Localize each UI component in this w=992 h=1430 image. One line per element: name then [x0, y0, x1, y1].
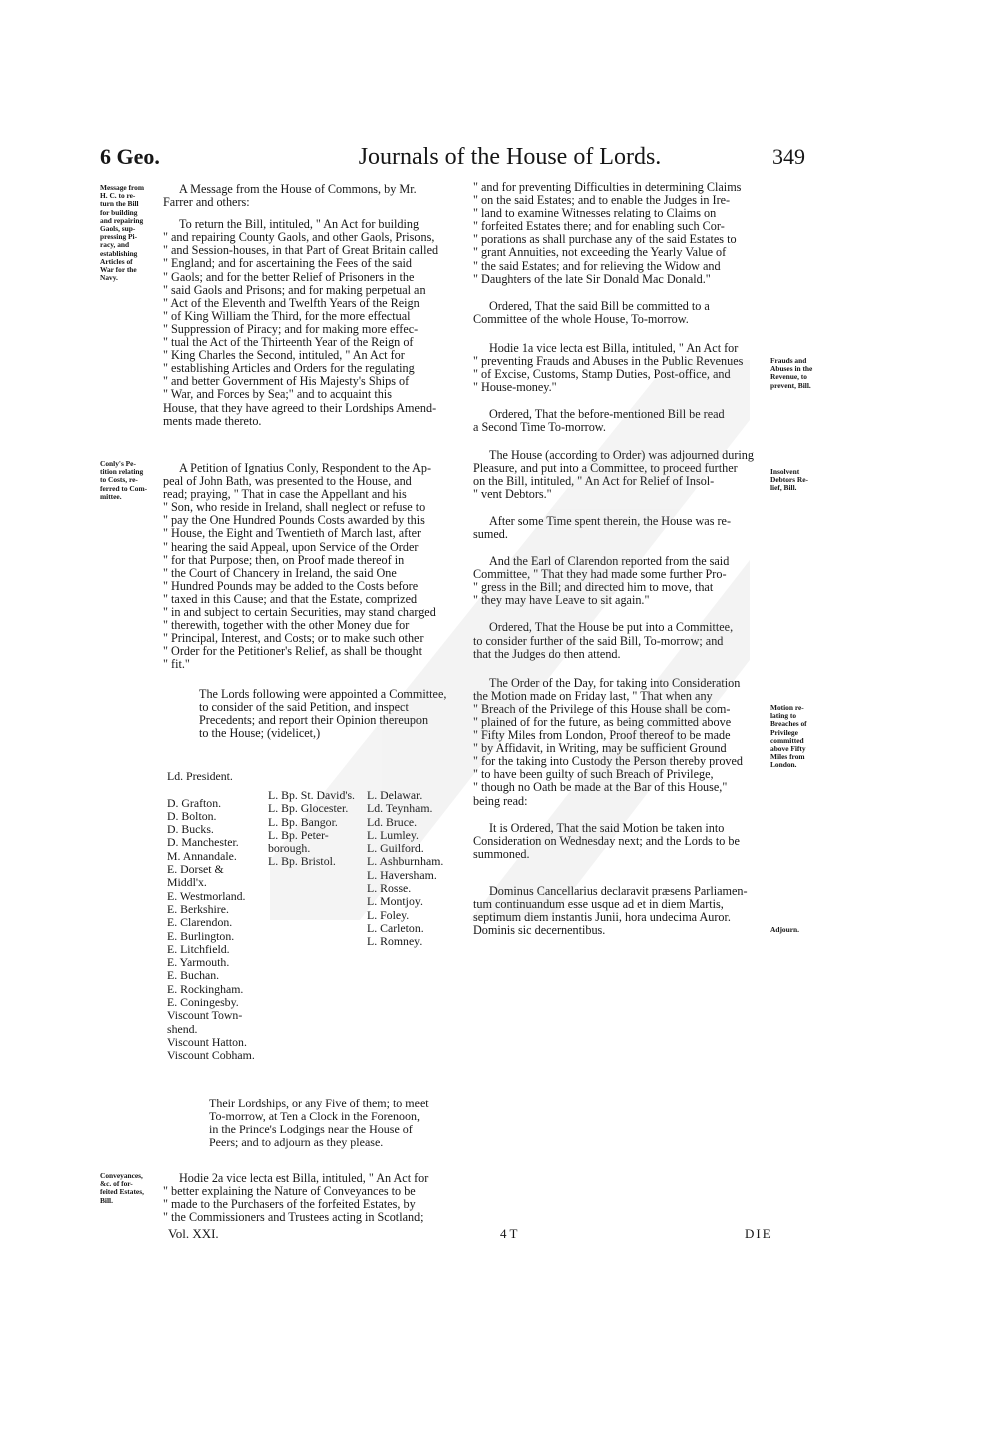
- message-paragraph: A Message from the House of Commons, by Mr. Farrer and others:: [163, 182, 417, 210]
- volume-number: Vol. XXI.: [168, 1226, 219, 1241]
- continued-bill-paragraph: " and for preventing Difficulties in determining Claims " on the said Estates; and to enable the Judges in Ire- " land to examine Witnesses relating to Claims on " forfeited Estates there; and for enabling such Cor- " porations as shall purchase any of the said Estates to " grant Annuities, not exceeding the Yearly Value of " the said Estates; and for relieving the Widow and " Daughters of the late Sir Donald Mac Donald.": [473, 180, 742, 286]
- margin-note-message: Message from H. C. to re- turn the Bill for building and repairing Gaols, sup- pressing Pi- racy, and establishing Articles of War for the Navy.: [100, 183, 144, 283]
- meeting-paragraph: Their Lordships, or any Five of them; to meet To-morrow, at Ten a Clock in the Forenoon, in the Prince's Lodgings near the House of Peers; and to adjourn as they please.: [209, 1096, 429, 1150]
- privilege-motion-paragraph: The Order of the Day, for taking into Consideration the Motion made on Friday last, " That when any " Breach of the Privilege of this House shall be com- " plained of for the future, as being committed above " Fifty Miles from London, Proof thereof to be made " by Affidavit, in Writing, may be sufficient Ground " for the taking into Custody the Person thereby proved " to have been guilty of such Breach of Privilege, " though no Oath be made at the Bar of this House," being read:: [473, 675, 744, 808]
- ordered-motion-paragraph: It is Ordered, That the said Motion be taken into Consideration on Wednesday next; and the Lords to be summoned.: [473, 820, 740, 861]
- frauds-bill-paragraph: Hodie 1a vice lecta est Billa, intituled, " An Act for " preventing Frauds and Abuses in the Public Revenues " of Excise, Customs, Stamp Duties, Post-office, and " House-money.": [473, 340, 744, 395]
- conveyances-paragraph: Hodie 2a vice lecta est Billa, intituled, " An Act for " better explaining the Nature of Conveyances to be " made to the Purchasers of the forfeited Estates, by " the Commissioners and Trustees acting in Scotland;: [163, 1171, 429, 1225]
- ordered-second-time-paragraph: Ordered, That the before-mentioned Bill be read a Second Time To-morrow.: [473, 407, 725, 435]
- left-column-top: [163, 183, 466, 428]
- left-column-meeting: [163, 1097, 466, 1149]
- margin-note-frauds-bill: Frauds and Abuses in the Revenue, to prevent, Bill.: [770, 356, 813, 390]
- page-number: 349: [772, 144, 805, 169]
- margin-note-conveyances: Conveyances, &c. of for- feited Estates, Bill.: [100, 1171, 144, 1205]
- page-title: Journals of the House of Lords.: [358, 144, 662, 170]
- reign-heading: 6 Geo.: [100, 144, 160, 169]
- margin-note-privilege-motion: Motion re- lating to Breaches of Privilege committed above Fifty Miles from London.: [770, 703, 807, 770]
- resumed-paragraph: After some Time spent therein, the House was re- sumed.: [473, 513, 732, 541]
- left-column-petition: [163, 462, 466, 740]
- lords-list-bishops: L. Bp. St. David's. L. Bp. Glocester. L. Bp. Bangor. L. Bp. Peter- borough. L. Bp. Bristol.: [268, 788, 356, 869]
- lords-list-barons: L. Delawar. Ld. Teynham. Ld. Bruce. L. Lumley. L. Guilford. L. Ashburnham. L. Haversham. L. Rosse. L. Montjoy. L. Foley. L. Carleton. L. Romney.: [367, 788, 444, 949]
- margin-note-insolvent-debtors: Insolvent Debtors Re- lief, Bill.: [770, 467, 808, 493]
- ordered-committee-again-paragraph: Ordered, That the House be put into a Committee, to consider further of the said Bill, To-morrow; and that the Judges do then attend.: [473, 620, 734, 661]
- adjourned-paragraph: The House (according to Order) was adjourned during Pleasure, and put into a Committee, to proceed further on the Bill, intituled, " An Act for Relief of Insol- " vent Debtors.": [473, 447, 754, 501]
- right-column: [473, 181, 768, 937]
- petition-paragraph: A Petition of Ignatius Conly, Respondent to the Ap- peal of John Bath, was presented to the House, and read; praying, " That in case the Appellant and his " Son, who reside in Ireland, shall neglect or refuse to " pay the One Hundred Pounds Costs awarded by this " House, the Eight and Twentieth of March last, after " hearing the said Appeal, upon Service of the Order " for that Purpose; then, on Proof made thereof in " the Court of Chancery in Ireland, the said One " Hundred Pounds may be added to the Costs before " taxed in this Cause; and that the Estate, comprized " in and subject to certain Securities, may stand charged " therewith, together with the other Money due for " Principal, Interest, and Costs; or to make such other " Order for the Petitioner's Relief, as shall be thought " fit.": [163, 461, 436, 672]
- clarendon-report-paragraph: And the Earl of Clarendon reported from the said Committee, " That they had made some further Pro- " gress in the Bill; and directed him to move, that " they may have Leave to sit again.": [473, 554, 730, 608]
- catchword: DIE: [745, 1226, 773, 1241]
- margin-note-conly-petition: Conly's Pe- tition relating to Costs, re- ferred to Com- mittee.: [100, 459, 148, 501]
- left-column-conveyances: [163, 1172, 466, 1224]
- ordered-committed-paragraph: Ordered, That the said Bill be committed to a Committee of the whole House, To-morrow.: [473, 298, 710, 326]
- return-bill-paragraph: To return the Bill, intituled, " An Act for building " and repairing County Gaols, and other Gaols, Prisons, " and Session-houses, in that Part of Great Britain called " England; and for ascertaining the Fees of the said " Gaols; and for the better Relief of Prisoners in the " said Gaols and Prisons; and for making perpetual an " Act of the Eleventh and Twelfth Years of the Reign " of King William the Third, for the more effectual " Suppression of Piracy; and for making more effec- " tual the Act of the Thirteenth Year of the Reign of " King Charles the Second, intituled, " An Act for " establishing Articles and Orders for the regulating " and better Government of His Majesty's Ships of " War, and Forces by Sea;" and to acquaint this House, that they have agreed to their Lordships Amend- ments made thereto.: [163, 217, 439, 428]
- margin-note-adjourn: Adjourn.: [770, 925, 799, 934]
- lords-list-temporal: Ld. President. D. Grafton. D. Bolton. D. Bucks. D. Manchester. M. Annandale. E. Dorset & Middl'x. E. Westmorland. E. Berkshire. E. Clarendon. E. Burlington. E. Litchfield. E. Yarmouth. E. Buchan. E. Rockingham. E. Coningesby. Viscount Town- shend. Viscount Hatton. Viscount Cobham.: [167, 769, 255, 1063]
- adjournment-latin-paragraph: Dominus Cancellarius declaravit præsens Parliamen- tum continuandum esse usque ad et in diem Martis, septimum diem instantis Junii, hora undecima Auror. Dominis sic decernentibus.: [473, 883, 748, 938]
- committee-paragraph: The Lords following were appointed a Committee, to consider of the said Petition, and inspect Precedents; and report their Opinion thereupon to the House; (videlicet,): [199, 686, 447, 740]
- signature-mark: 4 T: [500, 1226, 518, 1241]
